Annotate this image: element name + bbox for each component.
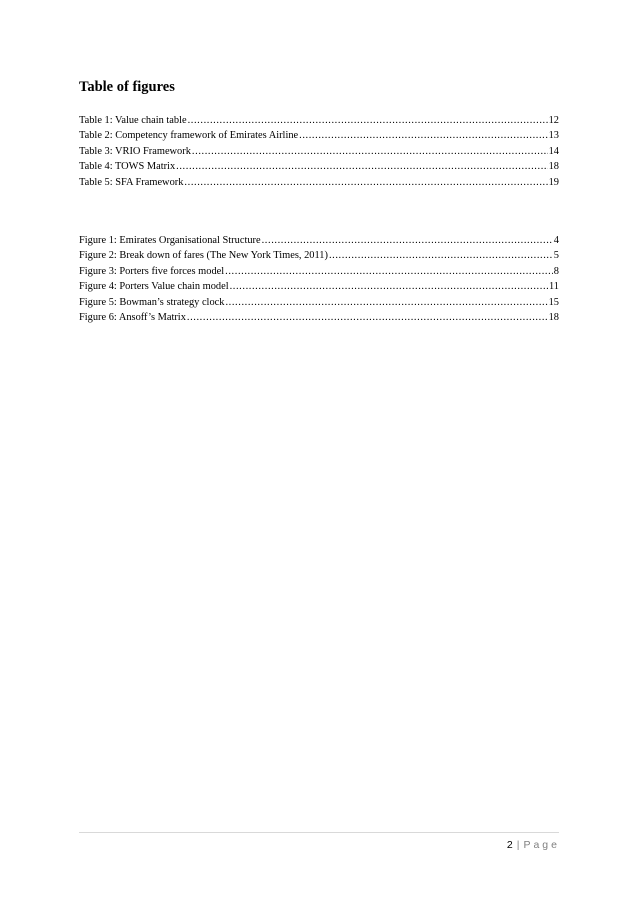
toc-entry-page: 19 bbox=[548, 176, 559, 188]
table-list bbox=[79, 113, 559, 190]
toc-entry-label: Figure 6: Ansoff’s Matrix bbox=[79, 311, 186, 323]
toc-entry-figure-2[interactable] bbox=[79, 248, 559, 263]
toc-entry-label: Figure 5: Bowman’s strategy clock bbox=[79, 296, 225, 308]
toc-entry-label: Table 1: Value chain table bbox=[79, 115, 187, 126]
dot-leader bbox=[299, 128, 547, 143]
toc-entry-page: 8 bbox=[553, 265, 559, 277]
dot-leader bbox=[188, 113, 548, 128]
dot-leader bbox=[192, 144, 548, 159]
dot-leader bbox=[329, 248, 553, 263]
toc-entry-figure-3[interactable] bbox=[79, 264, 559, 279]
toc-entry-table-1[interactable] bbox=[79, 113, 559, 128]
page-label: Page bbox=[523, 839, 560, 851]
toc-entry-label: Figure 4: Porters Value chain model bbox=[79, 281, 229, 293]
toc-entry-label: Figure 3: Porters five forces model bbox=[79, 265, 225, 277]
toc-entry-figure-6[interactable] bbox=[79, 310, 559, 325]
dot-leader bbox=[225, 264, 553, 279]
toc-entry-table-2[interactable] bbox=[79, 128, 559, 143]
dot-leader bbox=[187, 310, 548, 325]
toc-entry-table-4[interactable] bbox=[79, 159, 559, 174]
toc-entry-page: 12 bbox=[548, 115, 559, 126]
figure-list bbox=[79, 233, 559, 325]
toc-entry-page: 13 bbox=[548, 130, 559, 142]
dot-leader bbox=[225, 295, 547, 310]
page-footer bbox=[507, 838, 560, 852]
toc-entry-table-5[interactable] bbox=[79, 175, 559, 190]
toc-entry-figure-1[interactable] bbox=[79, 233, 559, 248]
toc-entry-page: 14 bbox=[548, 145, 559, 157]
footer-separator: | bbox=[516, 839, 520, 851]
toc-entry-page: 18 bbox=[548, 311, 559, 323]
toc-entry-label: Table 3: VRIO Framework bbox=[79, 145, 191, 157]
toc-entry-page: 18 bbox=[548, 161, 559, 173]
page-number: 2 bbox=[506, 839, 513, 851]
toc-entry-label: Figure 1: Emirates Organisational Structure bbox=[79, 235, 261, 246]
dot-leader bbox=[184, 175, 547, 190]
toc-entry-page: 4 bbox=[553, 235, 559, 246]
toc-entry-label: Table 4: TOWS Matrix bbox=[79, 161, 176, 173]
toc-entry-table-3[interactable] bbox=[79, 144, 559, 159]
dot-leader bbox=[176, 159, 547, 174]
toc-entry-page: 5 bbox=[553, 250, 559, 262]
toc-entry-figure-4[interactable] bbox=[79, 279, 559, 294]
toc-entry-label: Figure 2: Break down of fares (The New York Times, 2011) bbox=[79, 250, 328, 262]
dot-leader bbox=[230, 279, 548, 294]
footer-divider bbox=[79, 832, 559, 833]
toc-entry-label: Table 5: SFA Framework bbox=[79, 176, 184, 188]
dot-leader bbox=[262, 233, 553, 248]
toc-entry-page: 15 bbox=[548, 296, 559, 308]
toc-entry-label: Table 2: Competency framework of Emirates Airline bbox=[79, 130, 299, 142]
toc-entry-page: 11 bbox=[548, 281, 559, 293]
toc-entry-figure-5[interactable] bbox=[79, 295, 559, 310]
page-title: Table of figures bbox=[79, 79, 175, 95]
